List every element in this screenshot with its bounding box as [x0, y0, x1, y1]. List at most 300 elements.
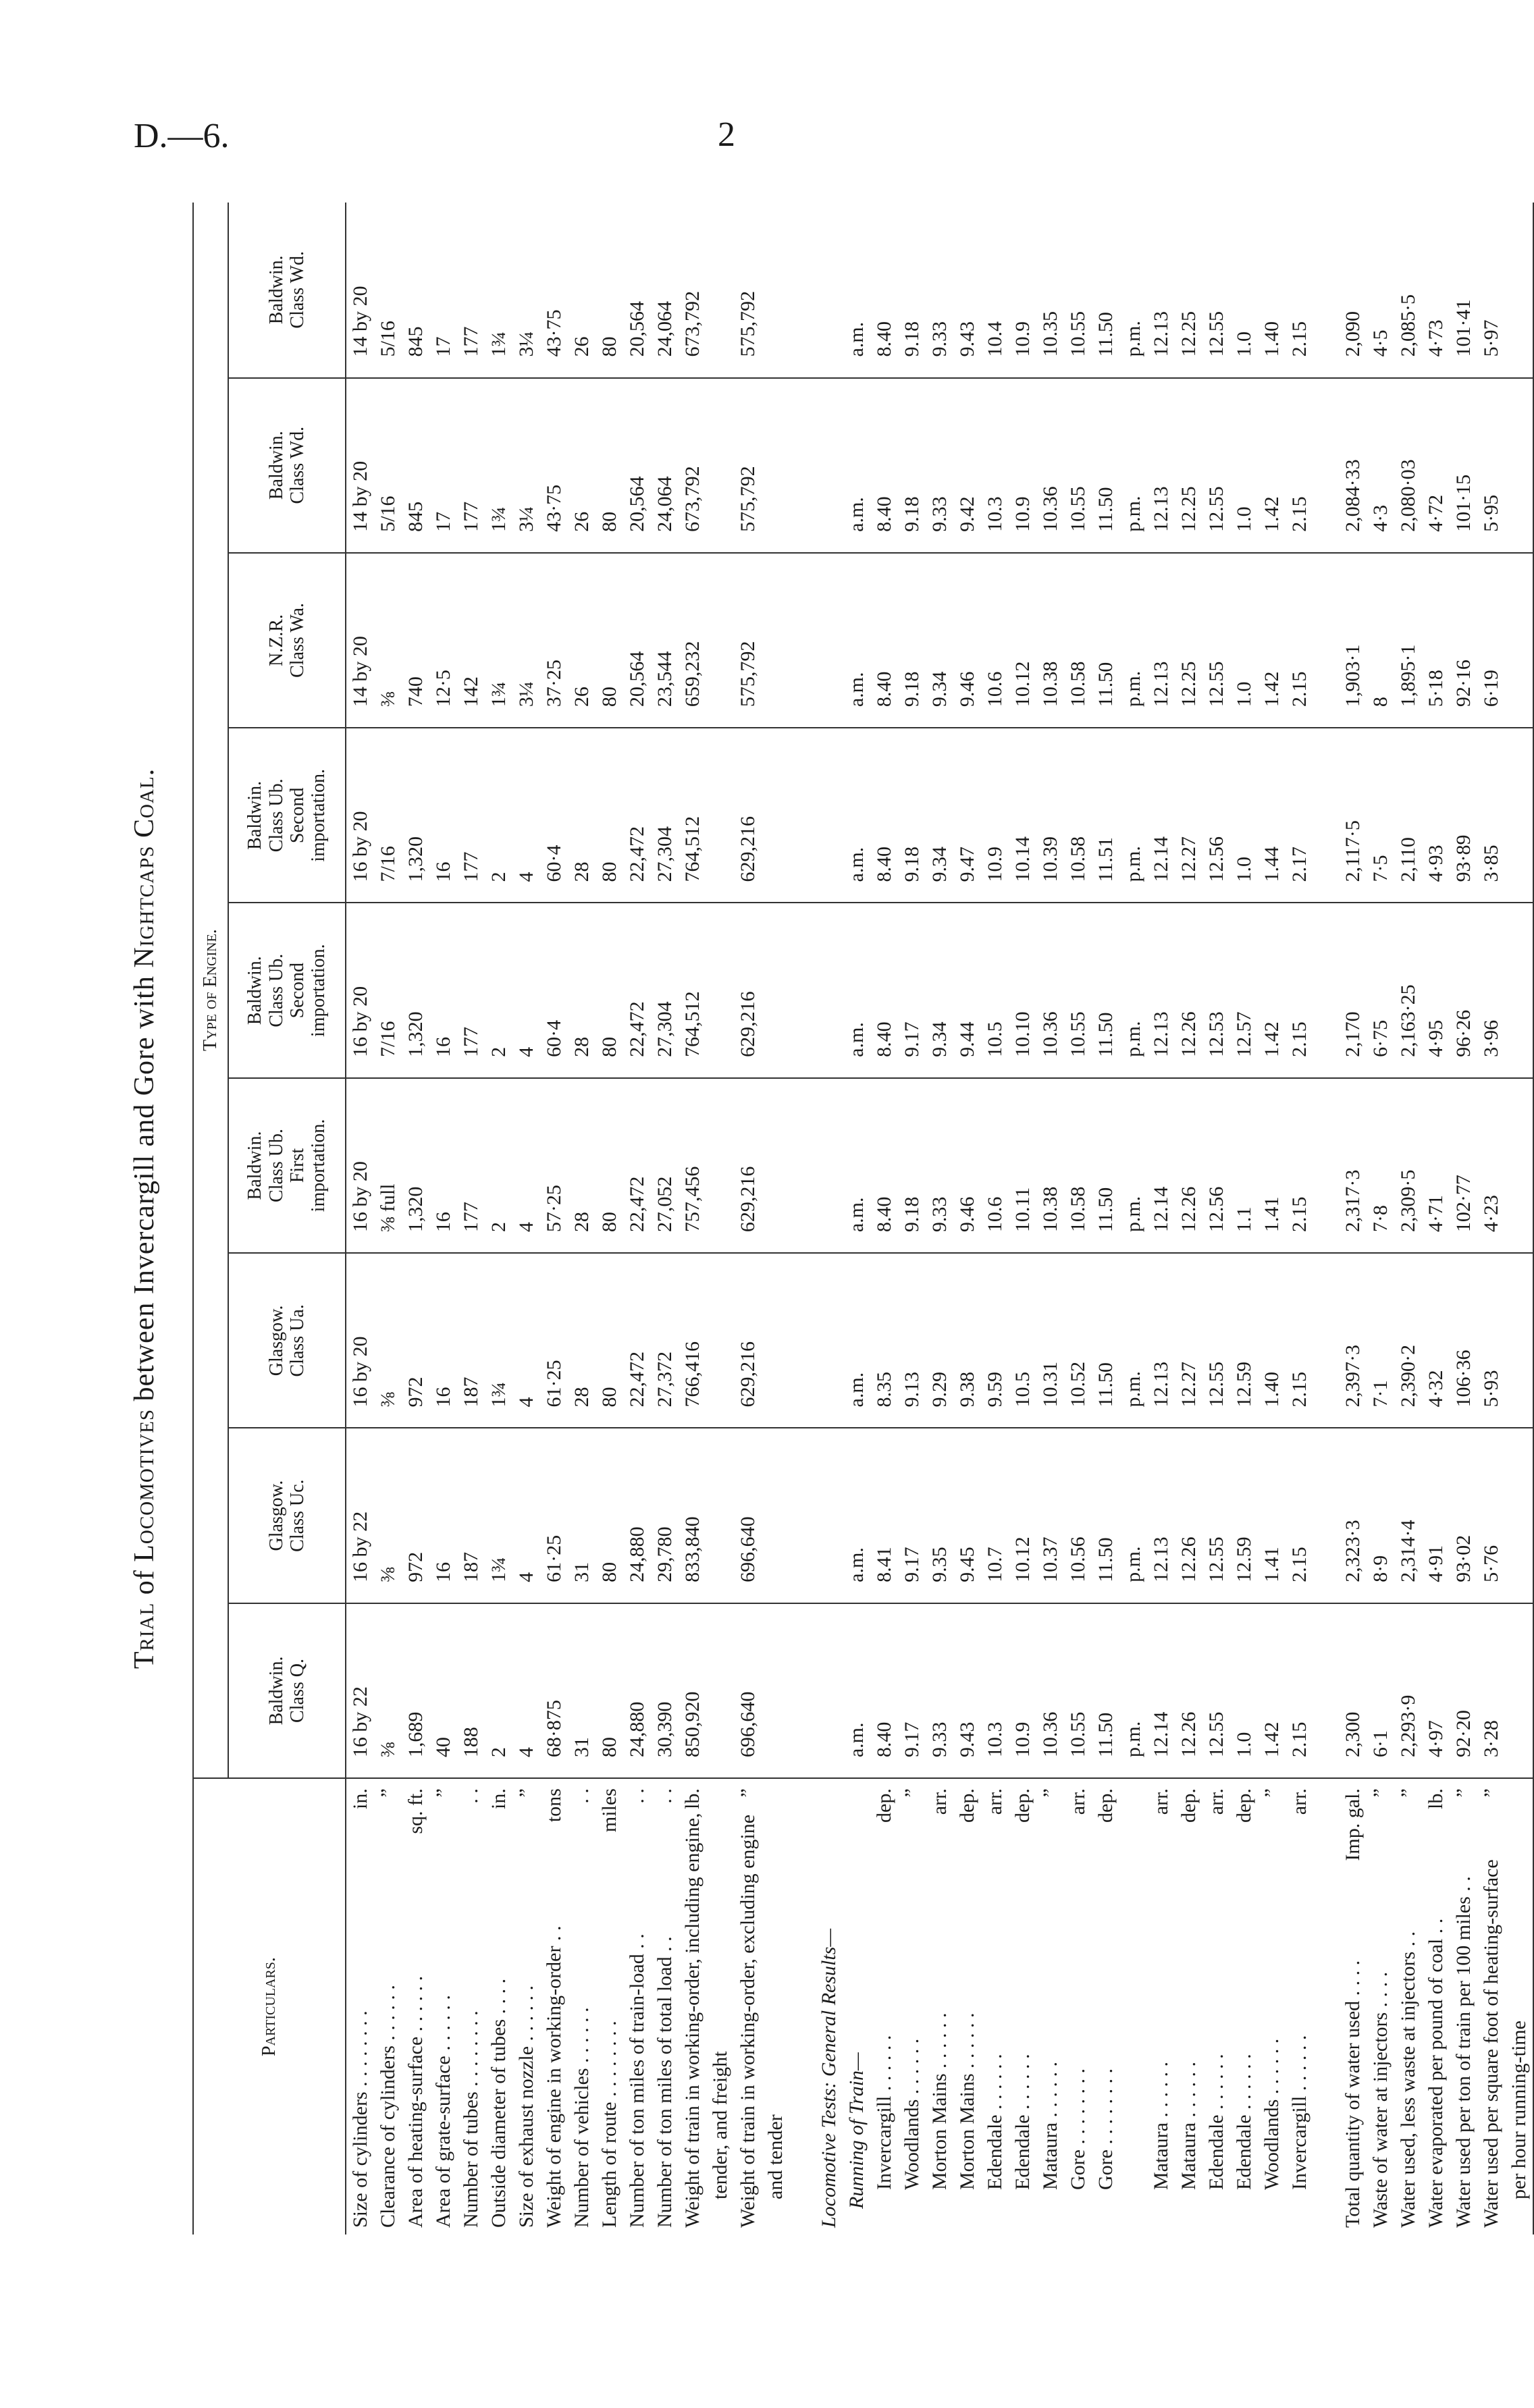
- cell-value: [1505, 203, 1533, 378]
- cell-value: [706, 553, 734, 728]
- cell-value: 10.6: [981, 1078, 1009, 1253]
- cell-value: 2,085·5: [1394, 203, 1422, 378]
- cell-value: 12·5: [429, 553, 457, 728]
- cell-value: [789, 1253, 815, 1428]
- cell-value: 1.42: [1258, 553, 1286, 728]
- table-row: [1147, 203, 1175, 2235]
- cell-value: 9.42: [953, 378, 981, 553]
- cell-value: 2,390·2: [1394, 1253, 1422, 1428]
- cell-value: 2: [485, 903, 512, 1078]
- cell-value: 5·18: [1422, 553, 1450, 728]
- cell-value: 1,320: [402, 903, 429, 1078]
- cell-value: [789, 1428, 815, 1603]
- cell-value: 2: [485, 1603, 512, 1778]
- row-label: Number of ton miles of total load . .: [653, 1936, 676, 2228]
- engine-header-3: Glasgow. Class Ua.: [228, 1253, 346, 1428]
- cell-value: 2.17: [1286, 728, 1313, 903]
- row-label: Locomotive Tests: General Results—: [817, 1928, 840, 2228]
- row-unit: ”: [1477, 1778, 1505, 1869]
- table-row: [706, 203, 734, 2235]
- cell-value: [1505, 728, 1533, 903]
- cell-value: 16: [429, 903, 457, 1078]
- cell-value: 10.58: [1064, 1078, 1092, 1253]
- cell-value: 101·41: [1450, 203, 1477, 378]
- title-prefix: Trial: [129, 1602, 160, 1669]
- cell-value: 3·96: [1477, 903, 1505, 1078]
- cell-value: 2,397·3: [1339, 1253, 1367, 1428]
- cell-value: 3¼: [512, 203, 540, 378]
- row-label: Morton Mains . . . . . .: [928, 2012, 951, 2190]
- cell-value: a.m.: [843, 553, 870, 728]
- cell-value: 188: [457, 1603, 485, 1778]
- cell-value: a.m.: [843, 203, 870, 378]
- cell-value: 80: [596, 203, 623, 378]
- cell-value: 9.13: [898, 1253, 926, 1428]
- cell-value: 1¾: [485, 203, 512, 378]
- cell-value: 11.50: [1092, 203, 1119, 378]
- cell-value: 10.37: [1036, 1428, 1064, 1603]
- row-label: Invercargill . . . . . .: [872, 2035, 895, 2190]
- row-label: Weight of train in working-order, including engine,: [681, 1813, 704, 2228]
- table-row: [898, 203, 926, 2235]
- type-of-engine-header: Type of Engine.: [193, 203, 228, 1778]
- table-row: [651, 203, 679, 2235]
- cell-value: 28: [568, 1253, 596, 1428]
- row-label: Number of tubes . . . . . . . .: [459, 2010, 482, 2228]
- cell-value: 14 by 20: [346, 553, 374, 728]
- cell-value: 2.15: [1286, 378, 1313, 553]
- cell-value: [706, 1078, 734, 1253]
- cell-value: 20,564: [623, 378, 651, 553]
- table-row: [1009, 203, 1036, 2235]
- cell-value: 68·875: [540, 1603, 568, 1778]
- row-label: and tender: [764, 2114, 787, 2199]
- cell-value: 10.39: [1036, 728, 1064, 903]
- cell-value: 102·77: [1450, 1078, 1477, 1253]
- row-unit: . .: [568, 1778, 596, 1869]
- cell-value: 27,372: [651, 1253, 679, 1428]
- row-label: Total quantity of water used . . . .: [1341, 1960, 1364, 2228]
- row-unit: lb.: [1422, 1778, 1450, 1869]
- row-unit: [1313, 1778, 1339, 1869]
- row-label: Edendale . . . . . .: [1205, 2054, 1227, 2190]
- cell-value: [1505, 1078, 1533, 1253]
- cell-value: 61·25: [540, 1253, 568, 1428]
- page-number: 2: [718, 115, 735, 154]
- cell-value: 1.42: [1258, 378, 1286, 553]
- cell-value: 12.55: [1202, 1603, 1230, 1778]
- cell-value: 92·16: [1450, 553, 1477, 728]
- cell-value: 6·19: [1477, 553, 1505, 728]
- cell-value: 1,320: [402, 728, 429, 903]
- row-label: Water evaporated per pound of coal . .: [1424, 1918, 1447, 2228]
- cell-value: 2.15: [1286, 1428, 1313, 1603]
- cell-value: 4: [512, 1428, 540, 1603]
- row-unit: [815, 1778, 843, 1869]
- cell-value: 10.56: [1064, 1428, 1092, 1603]
- row-unit: . .: [651, 1778, 679, 1869]
- cell-value: 177: [457, 728, 485, 903]
- cell-value: [815, 1253, 843, 1428]
- cell-value: 106·36: [1450, 1253, 1477, 1428]
- cell-value: 16 by 20: [346, 1253, 374, 1428]
- row-unit: in.: [485, 1778, 512, 1869]
- cell-value: 7·8: [1367, 1078, 1394, 1253]
- row-unit: dep.: [953, 1778, 981, 1869]
- cell-value: 4: [512, 1078, 540, 1253]
- cell-value: 177: [457, 203, 485, 378]
- table-row: [815, 203, 843, 2235]
- cell-value: 4·32: [1422, 1253, 1450, 1428]
- cell-value: 5·95: [1477, 378, 1505, 553]
- cell-value: 764,512: [679, 728, 706, 903]
- row-label: Outside diameter of tubes . . . .: [487, 1978, 510, 2228]
- cell-value: 10.36: [1036, 903, 1064, 1078]
- cell-value: a.m.: [843, 1253, 870, 1428]
- cell-value: 11.50: [1092, 378, 1119, 553]
- row-unit: arr.: [1147, 1778, 1175, 1869]
- row-unit: . .: [457, 1778, 485, 1869]
- cell-value: 10.55: [1064, 203, 1092, 378]
- cell-value: 16 by 22: [346, 1428, 374, 1603]
- row-unit: dep.: [870, 1778, 898, 1869]
- cell-value: 12.13: [1147, 553, 1175, 728]
- cell-value: 187: [457, 1253, 485, 1428]
- cell-value: 27,052: [651, 1078, 679, 1253]
- row-unit: dep.: [1230, 1778, 1258, 1869]
- cell-value: 5/16: [374, 378, 402, 553]
- row-label: Invercargill . . . . . .: [1288, 2035, 1311, 2190]
- cell-value: 8·9: [1367, 1428, 1394, 1603]
- cell-value: 9.35: [926, 1428, 953, 1603]
- cell-value: p.m.: [1119, 203, 1147, 378]
- row-label: Weight of train in working-order, excluding engine: [736, 1814, 759, 2228]
- cell-value: 2,110: [1394, 728, 1422, 903]
- cell-value: 26: [568, 203, 596, 378]
- cell-value: [815, 728, 843, 903]
- engine-header-7: N.Z.R. Class Wa.: [228, 553, 346, 728]
- row-unit: ”: [898, 1778, 926, 1869]
- cell-value: [1313, 553, 1339, 728]
- engine-header-2: Glasgow. Class Uc.: [228, 1428, 346, 1603]
- engine-header-6: Baldwin. Class Ub. Second importation.: [228, 728, 346, 903]
- cell-value: 1.40: [1258, 203, 1286, 378]
- cell-value: 10.38: [1036, 1078, 1064, 1253]
- cell-value: 9.44: [953, 903, 981, 1078]
- cell-value: 80: [596, 728, 623, 903]
- cell-value: 8: [1367, 553, 1394, 728]
- cell-value: 1.44: [1258, 728, 1286, 903]
- row-label: Area of grate-surface . . . . . .: [431, 1995, 454, 2228]
- rotated-table-page: [128, 189, 1530, 2248]
- title-coal: Nightcaps Coal: [129, 776, 160, 968]
- cell-value: [706, 903, 734, 1078]
- cell-value: 696,640: [734, 1428, 762, 1603]
- cell-value: 10.9: [1009, 203, 1036, 378]
- cell-value: 16: [429, 1253, 457, 1428]
- cell-value: 12.26: [1175, 1603, 1202, 1778]
- table-row: [789, 203, 815, 2235]
- cell-value: 10.36: [1036, 1603, 1064, 1778]
- cell-value: 673,792: [679, 378, 706, 553]
- cell-value: [1505, 903, 1533, 1078]
- row-unit: sq. ft.: [402, 1778, 429, 1869]
- cell-value: [789, 1603, 815, 1778]
- cell-value: 8.40: [870, 1603, 898, 1778]
- cell-value: [762, 728, 789, 903]
- cell-value: 10.3: [981, 1603, 1009, 1778]
- title-pre: of: [129, 1561, 160, 1603]
- cell-value: 10.58: [1064, 553, 1092, 728]
- cell-value: 12.55: [1202, 378, 1230, 553]
- table-row: [1313, 203, 1339, 2235]
- cell-value: 80: [596, 378, 623, 553]
- cell-value: 9.43: [953, 203, 981, 378]
- row-label: Size of cylinders . . . . . . . .: [348, 2010, 371, 2228]
- cell-value: 9.33: [926, 203, 953, 378]
- row-label: [1313, 1869, 1339, 2235]
- cell-value: 12.13: [1147, 378, 1175, 553]
- row-unit: arr.: [926, 1778, 953, 1869]
- cell-value: 9.43: [953, 1603, 981, 1778]
- cell-value: a.m.: [843, 1078, 870, 1253]
- cell-value: 1.1: [1230, 1078, 1258, 1253]
- cell-value: a.m.: [843, 903, 870, 1078]
- cell-value: 2,090: [1339, 203, 1367, 378]
- cell-value: 9.18: [898, 553, 926, 728]
- table-row: [1036, 203, 1064, 2235]
- cell-value: 757,456: [679, 1078, 706, 1253]
- table-row: [596, 203, 623, 2235]
- cell-value: 2,323·3: [1339, 1428, 1367, 1603]
- row-unit: dep.: [1092, 1778, 1119, 1869]
- cell-value: 12.55: [1202, 553, 1230, 728]
- row-unit: ”: [1258, 1778, 1286, 1869]
- cell-value: 2.15: [1286, 1603, 1313, 1778]
- engine-header-1: Baldwin. Class Q.: [228, 1603, 346, 1778]
- cell-value: 1.0: [1230, 378, 1258, 553]
- cell-value: 1.0: [1230, 1603, 1258, 1778]
- cell-value: 10.4: [981, 203, 1009, 378]
- cell-value: 10.36: [1036, 378, 1064, 553]
- cell-value: 4·95: [1422, 903, 1450, 1078]
- cell-value: 9.38: [953, 1253, 981, 1428]
- cell-value: 28: [568, 903, 596, 1078]
- cell-value: 24,064: [651, 378, 679, 553]
- row-unit: [789, 1778, 815, 1869]
- table-row: [734, 203, 762, 2235]
- cell-value: [706, 1253, 734, 1428]
- cell-value: 10.52: [1064, 1253, 1092, 1428]
- cell-value: 10.12: [1009, 1428, 1036, 1603]
- cell-value: [706, 1428, 734, 1603]
- row-unit: arr.: [1286, 1778, 1313, 1869]
- row-label: Mataura . . . . . .: [1177, 2062, 1200, 2190]
- cell-value: 7/16: [374, 728, 402, 903]
- cell-value: 629,216: [734, 1253, 762, 1428]
- cell-value: 12.27: [1175, 1253, 1202, 1428]
- cell-value: [1313, 1603, 1339, 1778]
- cell-value: 43·75: [540, 203, 568, 378]
- table-body: [346, 203, 1533, 2235]
- cell-value: 80: [596, 1078, 623, 1253]
- cell-value: 9.18: [898, 203, 926, 378]
- table-row: [1119, 203, 1147, 2235]
- cell-value: [1313, 903, 1339, 1078]
- cell-value: 9.34: [926, 553, 953, 728]
- cell-value: [789, 728, 815, 903]
- row-unit: ”: [374, 1778, 402, 1869]
- cell-value: 2: [485, 728, 512, 903]
- cell-value: 9.47: [953, 728, 981, 903]
- cell-value: 8.40: [870, 728, 898, 903]
- cell-value: 29,780: [651, 1428, 679, 1603]
- cell-value: [1505, 378, 1533, 553]
- cell-value: 8.40: [870, 203, 898, 378]
- cell-value: 9.33: [926, 1078, 953, 1253]
- cell-value: 187: [457, 1428, 485, 1603]
- row-label: Mataura . . . . . .: [1038, 2062, 1061, 2190]
- cell-value: 7·1: [1367, 1253, 1394, 1428]
- table-row: [374, 203, 402, 2235]
- cell-value: p.m.: [1119, 1078, 1147, 1253]
- row-label: Weight of engine in working-order . .: [542, 1925, 565, 2228]
- cell-value: 10.14: [1009, 728, 1036, 903]
- cell-value: 764,512: [679, 903, 706, 1078]
- cell-value: [762, 1253, 789, 1428]
- cell-value: 9.17: [898, 1428, 926, 1603]
- cell-value: 1.0: [1230, 553, 1258, 728]
- cell-value: 1.41: [1258, 1078, 1286, 1253]
- table-row: [926, 203, 953, 2235]
- cell-value: 12.55: [1202, 1253, 1230, 1428]
- cell-value: 10.5: [1009, 1253, 1036, 1428]
- cell-value: 2.15: [1286, 903, 1313, 1078]
- cell-value: p.m.: [1119, 553, 1147, 728]
- cell-value: 16: [429, 728, 457, 903]
- cell-value: 60·4: [540, 728, 568, 903]
- cell-value: 16 by 20: [346, 1078, 374, 1253]
- cell-value: 2.15: [1286, 1253, 1313, 1428]
- cell-value: 12.56: [1202, 728, 1230, 903]
- cell-value: 9.17: [898, 1603, 926, 1778]
- cell-value: p.m.: [1119, 1603, 1147, 1778]
- table-row: [1394, 203, 1422, 2235]
- cell-value: 43·75: [540, 378, 568, 553]
- cell-value: 142: [457, 553, 485, 728]
- cell-value: 27,304: [651, 903, 679, 1078]
- cell-value: 8.40: [870, 553, 898, 728]
- cell-value: 24,880: [623, 1603, 651, 1778]
- cell-value: 12.13: [1147, 1428, 1175, 1603]
- cell-value: ⅜: [374, 1428, 402, 1603]
- cell-value: [706, 1603, 734, 1778]
- row-label: Waste of water at injectors . . . .: [1369, 1971, 1392, 2228]
- row-unit: [843, 1778, 870, 1869]
- cell-value: 7/16: [374, 903, 402, 1078]
- cell-value: ⅜: [374, 1603, 402, 1778]
- table-row: [1202, 203, 1230, 2235]
- cell-value: 575,792: [734, 203, 762, 378]
- cell-value: 23,544: [651, 553, 679, 728]
- cell-value: 12.59: [1230, 1428, 1258, 1603]
- cell-value: 27,304: [651, 728, 679, 903]
- cell-value: 9.34: [926, 903, 953, 1078]
- cell-value: 80: [596, 903, 623, 1078]
- cell-value: 10.12: [1009, 553, 1036, 728]
- table-row: [485, 203, 512, 2235]
- cell-value: 10.5: [981, 903, 1009, 1078]
- cell-value: a.m.: [843, 1428, 870, 1603]
- cell-value: 2,317·3: [1339, 1078, 1367, 1253]
- table-row: [1450, 203, 1477, 2235]
- table-row: [457, 203, 485, 2235]
- cell-value: 11.51: [1092, 728, 1119, 903]
- row-unit: lb.: [679, 1778, 706, 1869]
- cell-value: 9.18: [898, 1078, 926, 1253]
- cell-value: 3·28: [1477, 1603, 1505, 1778]
- cell-value: [706, 378, 734, 553]
- row-label: Edendale . . . . . .: [1232, 2054, 1255, 2190]
- cell-value: p.m.: [1119, 378, 1147, 553]
- cell-value: ⅜: [374, 553, 402, 728]
- row-label: Water used, less waste at injectors . .: [1396, 1931, 1419, 2228]
- cell-value: 12.14: [1147, 1078, 1175, 1253]
- cell-value: 80: [596, 1428, 623, 1603]
- cell-value: [1505, 1253, 1533, 1428]
- row-label: Morton Mains . . . . . .: [955, 2012, 978, 2190]
- cell-value: 11.50: [1092, 1603, 1119, 1778]
- cell-value: 9.46: [953, 1078, 981, 1253]
- cell-value: 16 by 20: [346, 728, 374, 903]
- cell-value: 14 by 20: [346, 203, 374, 378]
- cell-value: 17: [429, 203, 457, 378]
- cell-value: 10.9: [1009, 378, 1036, 553]
- cell-value: 26: [568, 553, 596, 728]
- row-unit: ”: [1394, 1778, 1422, 1869]
- cell-value: 9.29: [926, 1253, 953, 1428]
- cell-value: a.m.: [843, 378, 870, 553]
- cell-value: 629,216: [734, 728, 762, 903]
- cell-value: 9.17: [898, 903, 926, 1078]
- table-row: [870, 203, 898, 2235]
- cell-value: 4: [512, 1603, 540, 1778]
- row-unit: ”: [734, 1778, 762, 1869]
- row-unit: arr.: [981, 1778, 1009, 1869]
- cell-value: 1.41: [1258, 1428, 1286, 1603]
- cell-value: 12.57: [1230, 903, 1258, 1078]
- cell-value: 3¼: [512, 553, 540, 728]
- cell-value: 10.31: [1036, 1253, 1064, 1428]
- table-row: [429, 203, 457, 2235]
- cell-value: 16: [429, 1078, 457, 1253]
- cell-value: 11.50: [1092, 903, 1119, 1078]
- cell-value: 972: [402, 1428, 429, 1603]
- cell-value: p.m.: [1119, 903, 1147, 1078]
- cell-value: 850,920: [679, 1603, 706, 1778]
- table-row: [623, 203, 651, 2235]
- cell-value: 8.35: [870, 1253, 898, 1428]
- cell-value: 2,309·5: [1394, 1078, 1422, 1253]
- cell-value: 2,170: [1339, 903, 1367, 1078]
- cell-value: 22,472: [623, 903, 651, 1078]
- cell-value: 629,216: [734, 1078, 762, 1253]
- table-row: [1230, 203, 1258, 2235]
- cell-value: 80: [596, 1253, 623, 1428]
- particulars-header: Particulars.: [193, 1778, 346, 2235]
- cell-value: 9.18: [898, 728, 926, 903]
- cell-value: 4·23: [1477, 1078, 1505, 1253]
